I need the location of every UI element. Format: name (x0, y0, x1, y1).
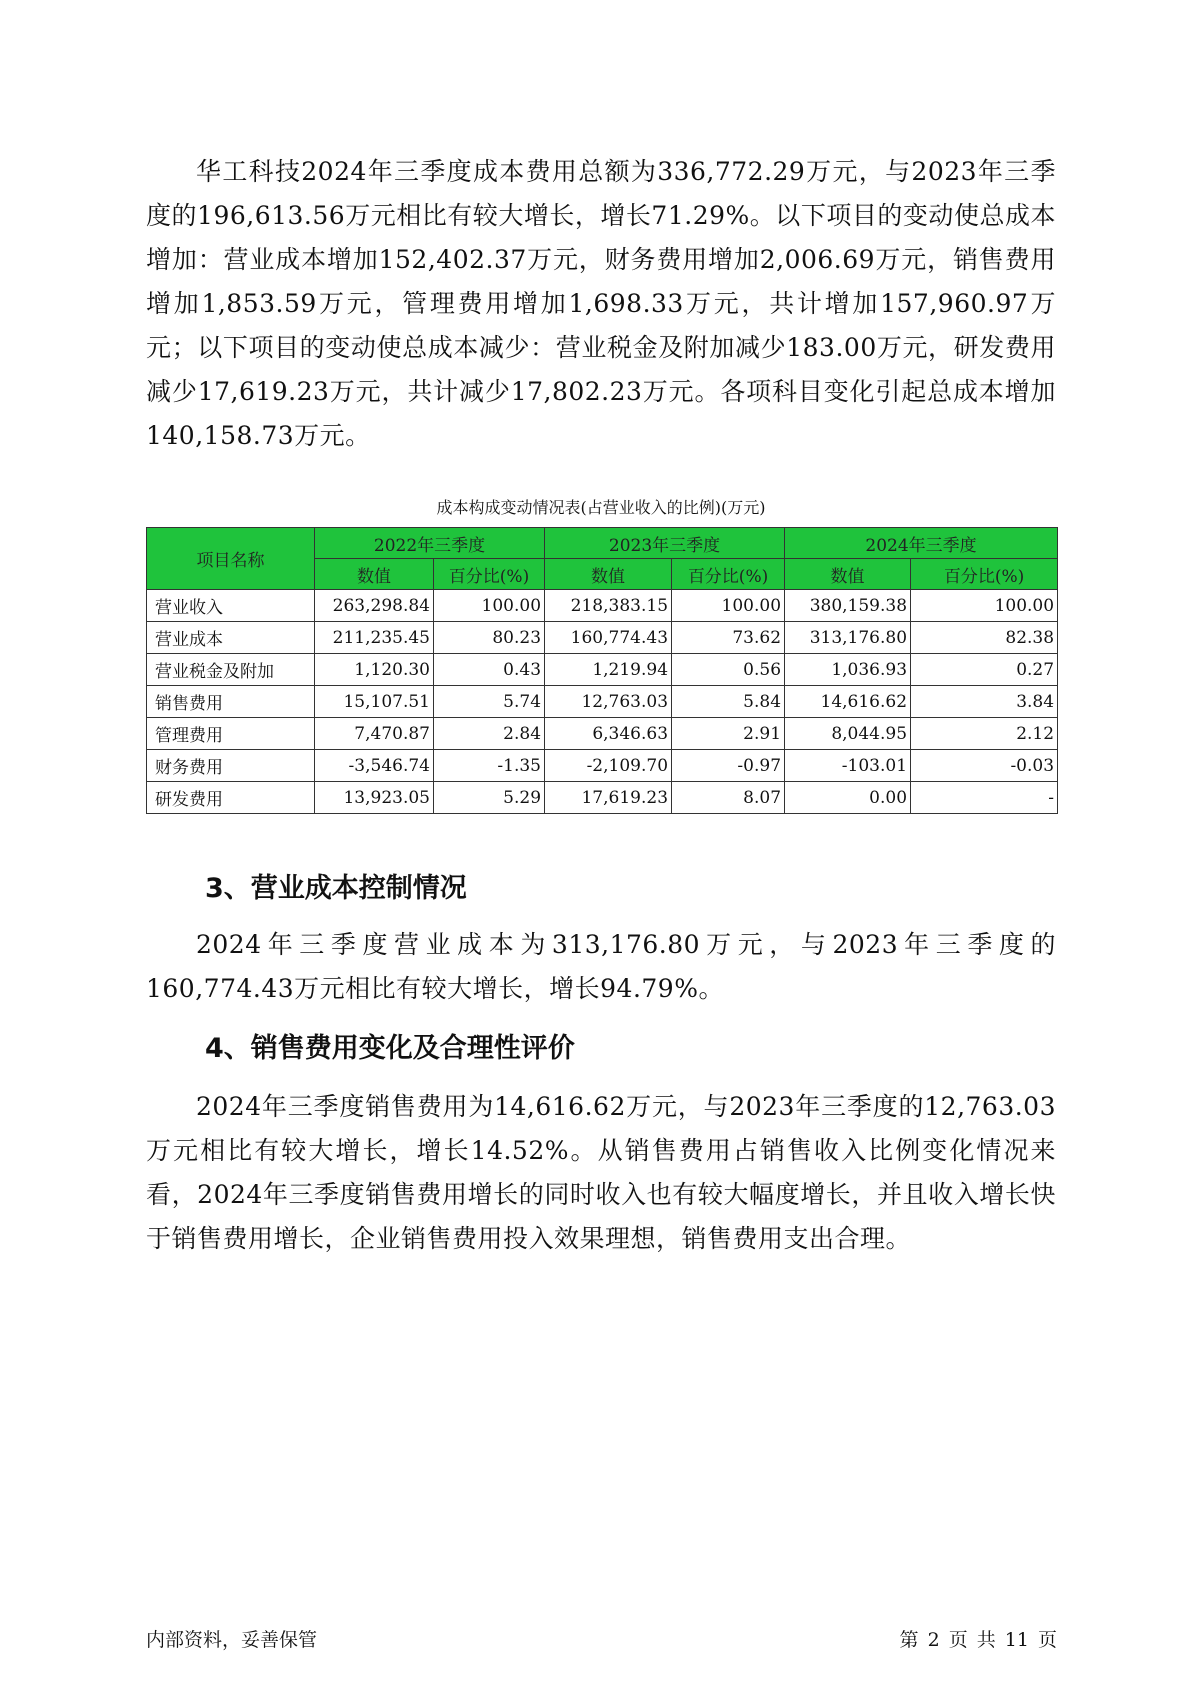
header-item-name: 项目名称 (147, 528, 315, 590)
table-cell: 5.29 (434, 782, 545, 814)
table-cell: 0.43 (434, 654, 545, 686)
table-cell: -2,109.70 (545, 750, 672, 782)
table-cell: 2.12 (911, 718, 1058, 750)
table-cell: 1,219.94 (545, 654, 672, 686)
row-label: 研发费用 (147, 782, 315, 814)
table-row (147, 686, 1058, 718)
header-year-2022: 2022年三季度 (315, 528, 545, 559)
table-cell: 82.38 (911, 622, 1058, 654)
footer-confidential-note: 内部资料，妥善保管 (146, 1629, 318, 1651)
table-row (147, 718, 1058, 750)
table-cell: 380,159.38 (785, 590, 911, 622)
table-cell: 160,774.43 (545, 622, 672, 654)
table-cell: 8,044.95 (785, 718, 911, 750)
table-cell: 263,298.84 (315, 590, 434, 622)
table-row (147, 750, 1058, 782)
table-cell: 12,763.03 (545, 686, 672, 718)
table-cell: 5.84 (672, 686, 785, 718)
table-cell: 15,107.51 (315, 686, 434, 718)
row-label: 营业成本 (147, 622, 315, 654)
table-cell: 313,176.80 (785, 622, 911, 654)
header-percent: 百分比(%) (434, 559, 545, 590)
row-label: 销售费用 (147, 686, 315, 718)
table-cell: 17,619.23 (545, 782, 672, 814)
section-heading-sales-expense: 4、销售费用变化及合理性评价 (205, 1033, 575, 1064)
header-percent: 百分比(%) (911, 559, 1058, 590)
table-cell: 100.00 (911, 590, 1058, 622)
table-cell: 218,383.15 (545, 590, 672, 622)
row-label: 营业收入 (147, 590, 315, 622)
header-value: 数值 (785, 559, 911, 590)
table-row (147, 654, 1058, 686)
table-cell: 2.91 (672, 718, 785, 750)
table-row (147, 622, 1058, 654)
table-cell: 13,923.05 (315, 782, 434, 814)
table-cell: 0.00 (785, 782, 911, 814)
table-cell: 100.00 (672, 590, 785, 622)
header-year-2023: 2023年三季度 (545, 528, 785, 559)
table-cell: 14,616.62 (785, 686, 911, 718)
table-cell: 5.74 (434, 686, 545, 718)
row-label: 营业税金及附加 (147, 654, 315, 686)
table-cell: 0.27 (911, 654, 1058, 686)
table-cell: 80.23 (434, 622, 545, 654)
row-label: 财务费用 (147, 750, 315, 782)
cost-structure-table (146, 527, 1058, 814)
header-value: 数值 (315, 559, 434, 590)
table-cell: 7,470.87 (315, 718, 434, 750)
footer-page-number: 第 2 页 共 11 页 (899, 1629, 1057, 1651)
table-cell: -0.97 (672, 750, 785, 782)
table-cell: 211,235.45 (315, 622, 434, 654)
table-cell: -0.03 (911, 750, 1058, 782)
table-cell: 6,346.63 (545, 718, 672, 750)
table-cell: -3,546.74 (315, 750, 434, 782)
table-cell: 1,036.93 (785, 654, 911, 686)
row-label: 管理费用 (147, 718, 315, 750)
paragraph-cost-summary: 华工科技2024年三季度成本费用总额为336,772.29万元，与2023年三季度的196,613.56万元相比有较大增长，增长71.29%。以下项目的变动使总成本增加：营业成本增加152,402.37万元，财务费用增加2,006.69万元，销售费用增加1,853.59万元，管理费用增加1,698.33万元，共计增加157,960.97万元；以下项目的变动使总成本减少：营业税金及附加减少183.00万元，研发费用减少17,619.23万元，共计减少17,802.23万元。各项科目变化引起总成本增加140,158.73万元。 (146, 157, 1056, 450)
header-percent: 百分比(%) (672, 559, 785, 590)
table-cell: -1.35 (434, 750, 545, 782)
table-row (147, 782, 1058, 814)
header-year-2024: 2024年三季度 (785, 528, 1058, 559)
paragraph-sales-expense: 2024年三季度销售费用为14,616.62万元，与2023年三季度的12,763.03万元相比有较大增长，增长14.52%。从销售费用占销售收入比例变化情况来看，2024年三季度销售费用增长的同时收入也有较大幅度增长，并且收入增长快于销售费用增长，企业销售费用投入效果理想，销售费用支出合理。 (146, 1092, 1056, 1253)
table-cell: 100.00 (434, 590, 545, 622)
table-row (147, 590, 1058, 622)
table-cell: 0.56 (672, 654, 785, 686)
table-caption: 成本构成变动情况表(占营业收入的比例)(万元) (436, 498, 766, 517)
table-cell: 73.62 (672, 622, 785, 654)
table-cell: 8.07 (672, 782, 785, 814)
table-cell: 1,120.30 (315, 654, 434, 686)
table-cell: -103.01 (785, 750, 911, 782)
table-cell: - (911, 782, 1058, 814)
table-cell: 2.84 (434, 718, 545, 750)
table-cell: 3.84 (911, 686, 1058, 718)
section-heading-operating-cost: 3、营业成本控制情况 (205, 873, 467, 904)
paragraph-operating-cost: 2024年三季度营业成本为313,176.80万元，与2023年三季度的160,774.43万元相比有较大增长，增长94.79%。 (146, 930, 1056, 1003)
header-value: 数值 (545, 559, 672, 590)
